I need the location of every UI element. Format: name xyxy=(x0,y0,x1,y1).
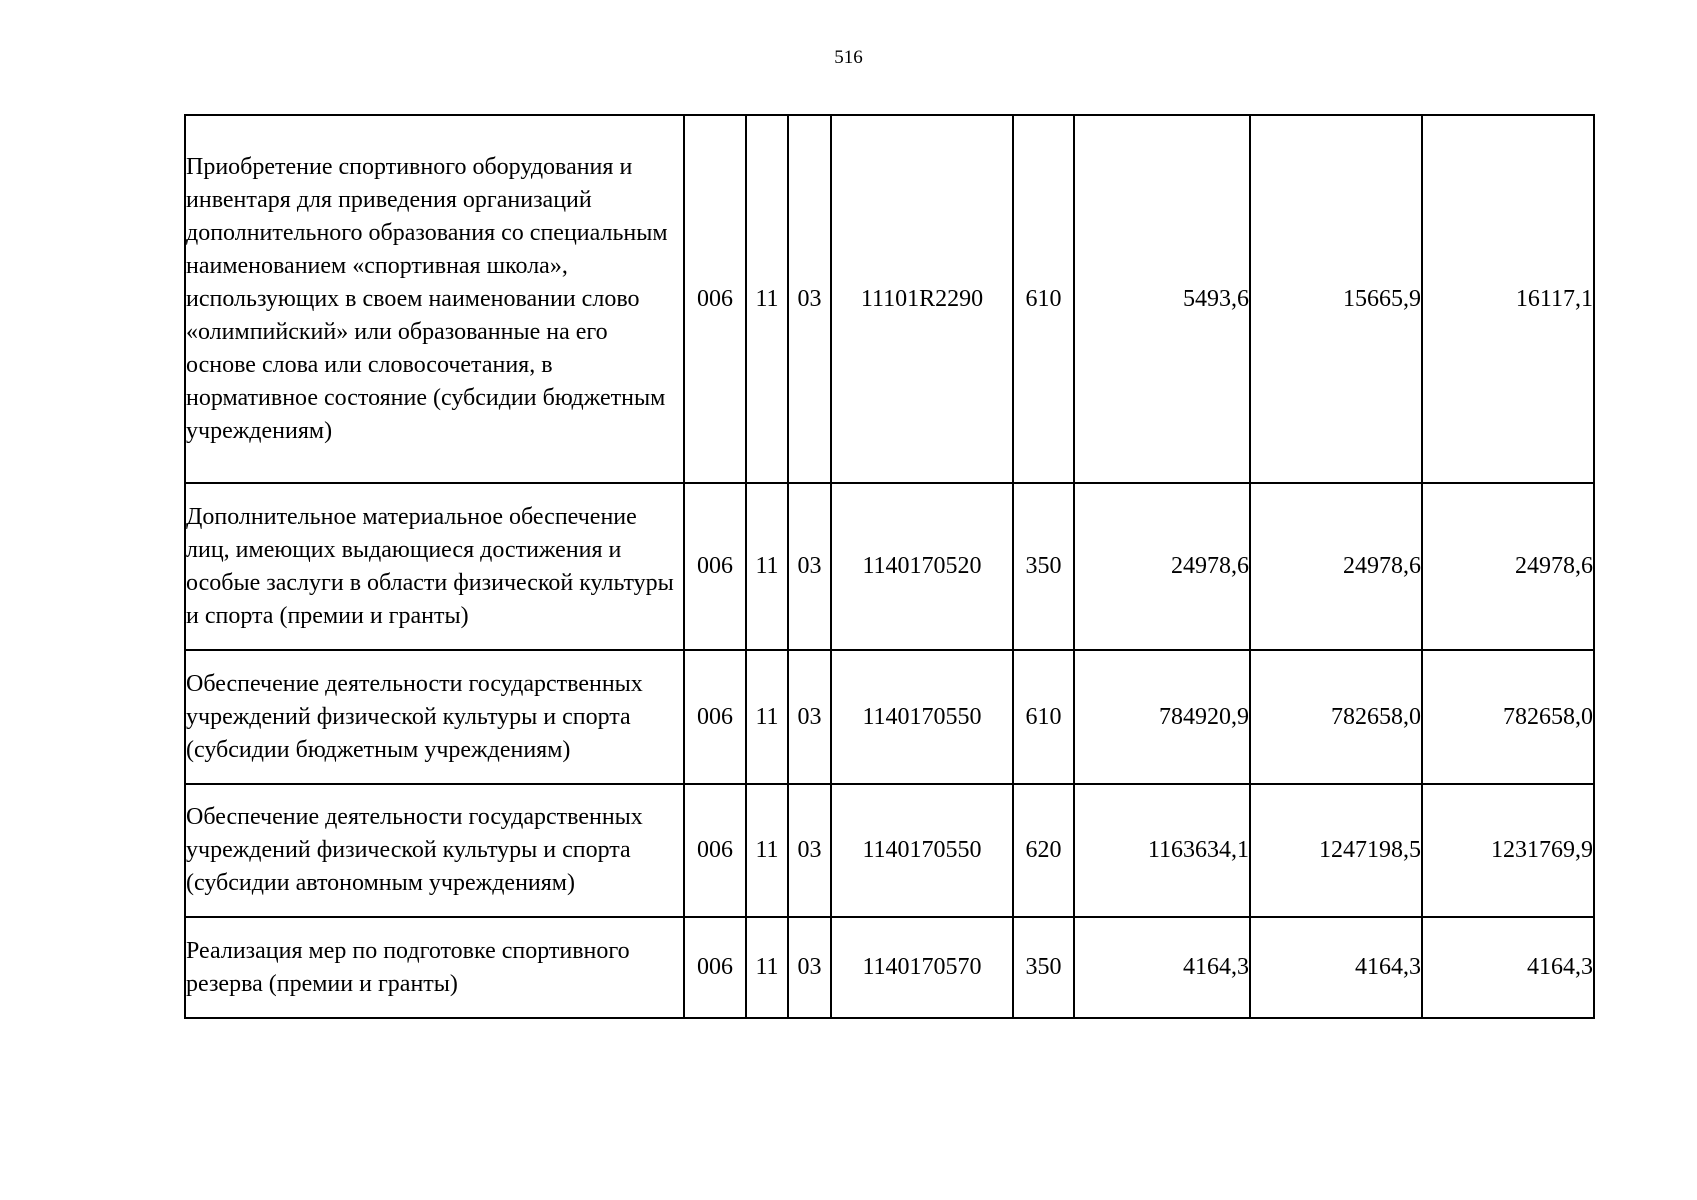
budget-table xyxy=(184,114,1595,1019)
row-name: Обеспечение деятельности государственных учреждений физической культуры и спорта (субсидии бюджетным учреждениям) xyxy=(185,650,684,784)
table-row xyxy=(185,917,1594,1018)
target-article-code: 1140170570 xyxy=(831,917,1013,1018)
expense-type-code: 350 xyxy=(1013,483,1074,650)
amount-2: 1247198,5 xyxy=(1250,784,1422,917)
ministry-code: 006 xyxy=(684,650,746,784)
section-code: 11 xyxy=(746,115,788,483)
table-row xyxy=(185,483,1594,650)
section-code: 11 xyxy=(746,483,788,650)
subsection-code: 03 xyxy=(788,917,831,1018)
amount-3: 782658,0 xyxy=(1422,650,1594,784)
target-article-code: 1140170550 xyxy=(831,650,1013,784)
ministry-code: 006 xyxy=(684,784,746,917)
ministry-code: 006 xyxy=(684,115,746,483)
amount-1: 4164,3 xyxy=(1074,917,1250,1018)
ministry-code: 006 xyxy=(684,917,746,1018)
amount-3: 1231769,9 xyxy=(1422,784,1594,917)
row-name: Приобретение спортивного оборудования и инвентаря для приведения организаций дополнительного образования со специальным наименованием «спортивная школа», использующих в своем наименовании слово «олимпийский» или образованные на его основе слова или словосочетания, в нормативное состояние (субсидии бюджетным учреждениям) xyxy=(185,115,684,483)
row-name: Реализация мер по подготовке спортивного резерва (премии и гранты) xyxy=(185,917,684,1018)
subsection-code: 03 xyxy=(788,115,831,483)
section-code: 11 xyxy=(746,650,788,784)
page-number: 516 xyxy=(834,47,863,68)
row-name: Обеспечение деятельности государственных учреждений физической культуры и спорта (субсидии автономным учреждениям) xyxy=(185,784,684,917)
table-row xyxy=(185,115,1594,483)
amount-2: 4164,3 xyxy=(1250,917,1422,1018)
expense-type-code: 620 xyxy=(1013,784,1074,917)
expense-type-code: 610 xyxy=(1013,115,1074,483)
amount-1: 5493,6 xyxy=(1074,115,1250,483)
amount-2: 782658,0 xyxy=(1250,650,1422,784)
table-row xyxy=(185,784,1594,917)
subsection-code: 03 xyxy=(788,650,831,784)
amount-2: 15665,9 xyxy=(1250,115,1422,483)
target-article-code: 1140170550 xyxy=(831,784,1013,917)
target-article-code: 1140170520 xyxy=(831,483,1013,650)
expense-type-code: 610 xyxy=(1013,650,1074,784)
amount-3: 24978,6 xyxy=(1422,483,1594,650)
subsection-code: 03 xyxy=(788,784,831,917)
amount-3: 16117,1 xyxy=(1422,115,1594,483)
section-code: 11 xyxy=(746,784,788,917)
amount-1: 24978,6 xyxy=(1074,483,1250,650)
amount-3: 4164,3 xyxy=(1422,917,1594,1018)
subsection-code: 03 xyxy=(788,483,831,650)
amount-2: 24978,6 xyxy=(1250,483,1422,650)
amount-1: 784920,9 xyxy=(1074,650,1250,784)
row-name: Дополнительное материальное обеспечение лиц, имеющих выдающиеся достижения и особые заслуги в области физической культуры и спорта (премии и гранты) xyxy=(185,483,684,650)
table-row xyxy=(185,650,1594,784)
amount-1: 1163634,1 xyxy=(1074,784,1250,917)
section-code: 11 xyxy=(746,917,788,1018)
ministry-code: 006 xyxy=(684,483,746,650)
expense-type-code: 350 xyxy=(1013,917,1074,1018)
target-article-code: 11101R2290 xyxy=(831,115,1013,483)
